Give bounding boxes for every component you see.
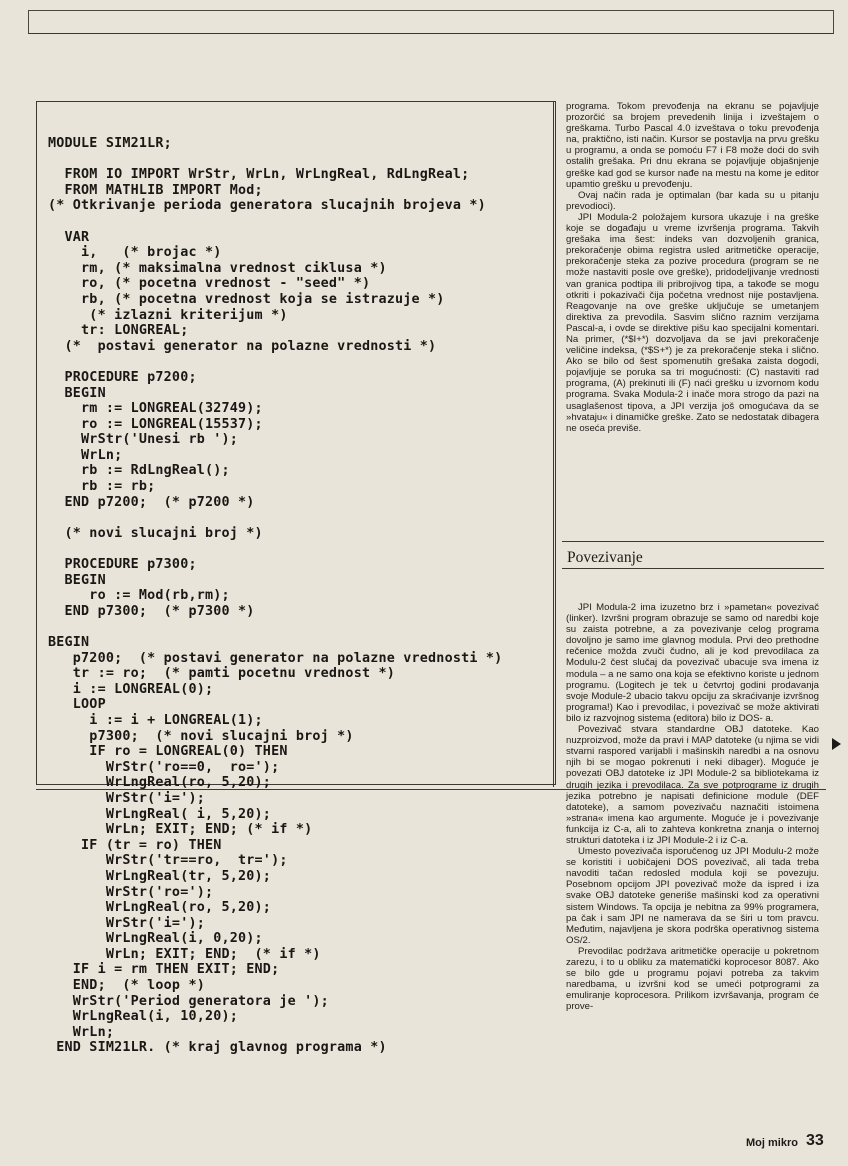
page-number: 33 <box>806 1132 824 1149</box>
paragraph: JPI Modula-2 položajem kursora ukazuje i na greške koje se događaju u vreme izvršenja programa. Takvih grešaka ima šest: indeks van dozvoljenih granica, prekoračenje obima registra usled aritmetičke operacije, prekoračenje steka za pozive procedura (program se ne može nastaviti posle ove greške), pridodeljivanje vrednosti van granica podtipa ili pribrojivog tipa, a takođe se mogu otkriti i pokazivači čija početna vrednost nije postavljena. Reagovanje na ove greške uključuje se umetanjem direktiva za prevodila. Sasvim slično raznim verzijama Pascal-a, i ovde se direktive pišu kao specijalni komentari. Na primer, (*$I+*) dozvoljava da se javi prekoračenje veličine indeksa, (*$S+*) je za prekoračenje steka i slično. Ako se bilo od šest spomenutih grešaka zaista dogodi, pojavljuje se poruka sa tri mogućnosti: (C) nastaviti rad programa, (A) prekinuti ili (F) naći grešku u izvornom kodu programa. Svaka Modula-2 i inače mora strogo da pazi na usaglašenost tipova, a JPI verzija još omogućava da se »hvataju« i dinamičke greške. Zato se nedostatak dibagera ne oseća previše. <box>566 211 819 434</box>
top-frame <box>28 10 834 34</box>
article-text-bottom <box>566 602 819 1012</box>
section-rule-top <box>562 541 824 542</box>
magazine-name: Moj mikro <box>746 1137 798 1149</box>
paragraph: Povezivač stvara standardne OBJ datoteke. Kao nuzproizvod, može da pravi i MAP datoteke (u njima se vidi stvarni raspored varijabli i mašinskih naredbi a na osnovu njih bi se mogao pokrenuti i neki dibager). Moguće je povezati OBJ datoteke iz JPI Module-2 sa bibliotekama iz drugih jezika i prevodilaca. Za sve potprograme iz drugih jezika potrebno je napisati definicione module (DEF datoteke), a samom povezivaču naznačiti istoimena »strana« imena kao argumente. Moguće je i povezivanje funkcija iz C-a, ali to zahteva konkretna znanja o internoj strukturi datoteka i iz JPI Module-2 i iz C-a. <box>566 724 819 846</box>
paragraph: Prevodilac podržava aritmetičke operacije u pokretnom zarezu, i to u obliku za matematički koprocesor 8087. Ako se bilo gde u programu pojavi potreba za takvim naredbama, u izvršni kod se umeći potprogrami za emuliranje koprocesora. Prilikom izvršavanja, program će prove- <box>566 945 819 1013</box>
paragraph: Umesto povezivača isporučenog uz JPI Modulu-2 može se koristiti i uobičajeni DOS povezivač, ali tada treba navoditi tačan redosled modula koji se povezuju. Posebnom opcijom JPI povezivač može da ispred i iza svake OBJ datoteke generiše mašinski kod za operativni sistem Windows. Ta opcija je nebitna za 99% programera, pa čak i sam JPI ne namerava da se širi u tom pravcu. Međutim, najavljena je skora podrška operativnog sistema OS/2. <box>566 846 819 946</box>
column-divider <box>553 101 554 787</box>
code-listing: MODULE SIM21LR; FROM IO IMPORT WrStr, WrLn, WrLngReal, RdLngReal; FROM MATHLIB IMPORT Mod; (* Otkrivanje perioda generatora slucajnih brojeva *) VAR i, (* brojac *) rm, (* maksimalna vrednost ciklusa *) ro, (* pocetna vrednost - "seed" *) rb, (* pocetna vrednost koja se istrazuje *) (* izlazni kriterijum *) tr: LONGREAL; (* postavi generator na polazne vrednosti *) PROCEDURE p7200; BEGIN rm := LONGREAL(32749); ro := LONGREAL(15537); WrStr('Unesi rb '); WrLn; rb := RdLngReal(); rb := rb; END p7200; (* p7200 *) (* novi slucajni broj *) PROCEDURE p7300; BEGIN ro := Mod(rb,rm); END p7300; (* p7300 *) BEGIN p7200; (* postavi generator na polazne vrednosti *) tr := ro; (* pamti pocetnu vrednost *) i := LONGREAL(0); LOOP i := i + LONGREAL(1); p7300; (* novi slucajni broj *) IF ro = LONGREAL(0) THEN WrStr('ro==0, ro='); WrLngReal(ro, 5,20); WrStr('i='); WrLngReal( i, 5,20); WrLn; EXIT; END; (* if *) IF (tr = ro) THEN WrStr('tr==ro, tr='); WrLngReal(tr, 5,20); WrStr('ro='); WrLngReal(ro, 5,20); WrStr('i='); WrLngReal(i, 0,20); WrLn; EXIT; END; (* if *) IF i = rm THEN EXIT; END; END; (* loop *) WrStr('Period generatora je '); WrLngReal(i, 10,20); WrLn; END SIM21LR. (* kraj glavnog programa *) <box>48 136 503 1056</box>
paragraph: Ovaj način rada je optimalan (bar kada su u pitanju prevodioci). <box>566 189 819 212</box>
paragraph: programa. Tokom prevođenja na ekranu se pojavljuje prozorčić sa brojem prevedenih linija i izveštajem o greškama. Turbo Pascal 4.0 izveštava o toku prevođenja na, praktično, isti način. Kursor se postavlja na prvu grešku u programu, a onda se pomoću F7 i F8 može doći do svih ostalih grešaka. Pri dnu ekrana se pojavljuje objašnjenje greške kad god se kursor nađe na mestu na kome je editor upamtio grešku u prevođenju. <box>566 101 819 190</box>
continue-arrow-icon <box>832 738 841 750</box>
paragraph: JPI Modula-2 ima izuzetno brz i »pametan« povezivač (linker). Izvršni program obrazuje se samo od naredbi koje su zaista potrebne, a za povezivanje celog programa dovoljno je samo ime glavnog modula. Prvi deo prethodne rečenice možda zvuči čudno, ali je kod prevodilaca za Modulu-2 čest slučaj da povezivač ubacuje sva imena iz modula – a ne samo ona koja se efektivno koriste u jednom programu. (Logitech je tek u četvrtoj godini prodavanja svoje Module-2 ubacio takvu opciju za skraćivanje izvršnog programa!) Kao i prevodilac, i povezivač se može aktivirati bilo iz razvojnog sistema (editora) bilo iz DOS- a. <box>566 602 819 724</box>
section-rule-bottom <box>562 568 824 569</box>
article-text-top <box>566 101 819 434</box>
section-heading: Povezivanje <box>567 549 643 566</box>
